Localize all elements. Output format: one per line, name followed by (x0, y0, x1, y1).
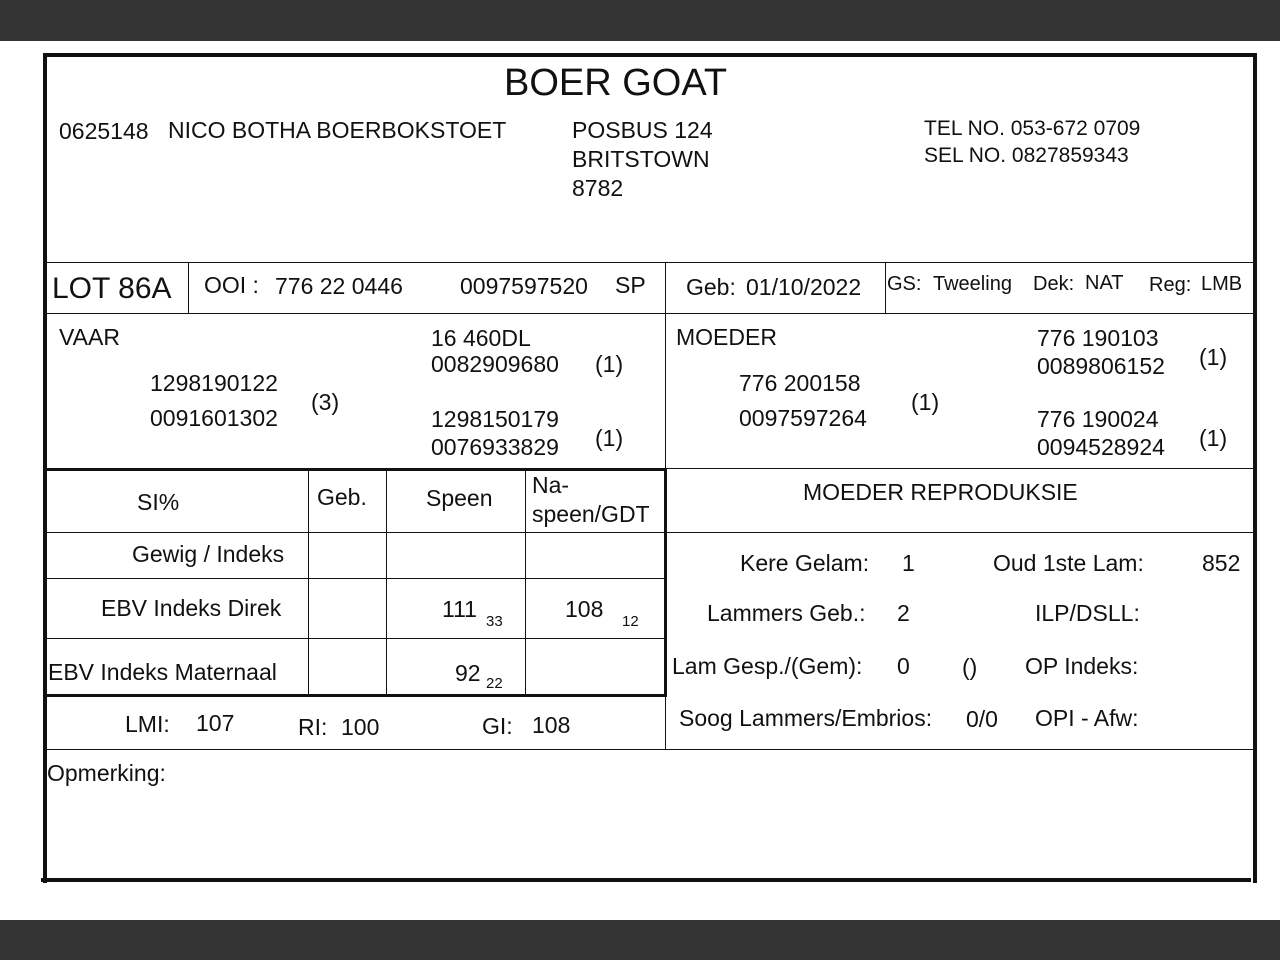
ilp-label: ILP/DSLL: (1035, 600, 1140, 626)
direk-speen-sub: 33 (486, 613, 503, 630)
lammers-label: Lammers Geb.: (707, 600, 866, 626)
breeder-code: 0625148 (59, 118, 149, 144)
line-perf-row1 (45, 578, 665, 579)
row-direk-label: EBV Indeks Direk (101, 595, 282, 621)
vline-perf-col1 (308, 470, 309, 696)
vline-perf-col2 (386, 470, 387, 696)
dek-value: NAT (1085, 272, 1124, 294)
line-header-bottom (45, 262, 1255, 263)
ooi-value: 776 22 0446 (275, 273, 403, 299)
direk-naspeen-sub: 12 (622, 613, 639, 630)
vaar-count: (3) (311, 389, 340, 415)
vaar-sire-id2: 0082909680 (431, 351, 559, 377)
address-line-1: POSBUS 124 (572, 117, 713, 143)
moeder-sire-count: (1) (1199, 344, 1228, 370)
lamgesp-gem: () (962, 654, 978, 680)
row-gewig-label: Gewig / Indeks (132, 541, 285, 567)
line-perf-bottom (45, 694, 665, 697)
vaar-label: VAAR (59, 324, 120, 350)
opi-label: OPI - Afw: (1035, 705, 1139, 731)
vaar-id2: 0091601302 (150, 405, 278, 431)
gs-label: GS: (887, 273, 922, 295)
lamgesp-label: Lam Gesp./(Gem): (672, 653, 863, 679)
moeder-id1: 776 200158 (739, 370, 861, 396)
kere-label: Kere Gelam: (740, 550, 870, 576)
reg-label: Reg: (1149, 274, 1192, 296)
perf-header-speen: Speen (426, 485, 493, 511)
gi-label: GI: (482, 713, 513, 739)
op-label: OP Indeks: (1025, 653, 1139, 679)
address-line-3: 8782 (572, 175, 624, 201)
direk-naspeen-value: 108 (565, 596, 604, 622)
oud-value: 852 (1202, 550, 1241, 576)
vaar-dam-id1: 1298150179 (431, 406, 559, 432)
moeder-dam-count: (1) (1199, 425, 1228, 451)
moeder-sire-id1: 776 190103 (1037, 325, 1159, 351)
geb-label: Geb: (686, 274, 736, 300)
vaar-dam-id2: 0076933829 (431, 434, 559, 460)
moeder-id2: 0097597264 (739, 405, 867, 431)
line-pedigree-left-bottom (45, 468, 665, 471)
tel-number: TEL NO. 053-672 0709 (924, 117, 1141, 140)
perf-header-si: SI% (137, 489, 180, 515)
vaar-sire-count: (1) (595, 351, 624, 377)
maternaal-speen-sub: 22 (486, 675, 503, 692)
vaar-id1: 1298190122 (150, 370, 278, 396)
moeder-sire-id2: 0089806152 (1037, 353, 1165, 379)
moeder-dam-id1: 776 190024 (1037, 406, 1159, 432)
moeder-label: MOEDER (676, 324, 777, 350)
lot-label: LOT 86A (52, 272, 172, 305)
vline-perf-thick (664, 468, 667, 697)
bottom-bar (0, 920, 1280, 960)
moeder-count: (1) (911, 389, 940, 415)
gi-value: 108 (532, 712, 571, 738)
ooi-label: OOI : (204, 272, 259, 298)
lmi-value: 107 (196, 710, 235, 736)
vline-gs (885, 263, 886, 313)
soog-label: Soog Lammers/Embrios: (679, 705, 933, 731)
direk-speen-value: 111 (442, 596, 477, 622)
frame-bottom (41, 878, 1251, 882)
top-bar (0, 0, 1280, 41)
vline-perf-col3 (525, 470, 526, 696)
ri-label: RI: (298, 714, 328, 740)
reg-value: LMB (1201, 273, 1243, 295)
oud-label: Oud 1ste Lam: (993, 550, 1144, 576)
page-title: BOER GOAT (504, 62, 728, 104)
maternaal-speen-value: 92 (455, 660, 481, 686)
lammers-value: 2 (897, 600, 910, 626)
lot-sp: SP (615, 272, 646, 298)
line-lot-bottom (45, 313, 1255, 314)
soog-value: 0/0 (966, 706, 998, 732)
line-pedigree-right-bottom (665, 468, 1255, 469)
perf-header-na: Na- (532, 472, 570, 498)
vaar-sire-id1: 16 460DL (431, 325, 531, 351)
lot-id-number: 0097597520 (460, 273, 588, 299)
dek-label: Dek: (1033, 273, 1075, 295)
perf-header-naspeen: speen/GDT (532, 501, 650, 527)
lamgesp-value: 0 (897, 653, 910, 679)
breeder-name: NICO BOTHA BOERBOKSTOET (168, 117, 507, 143)
address-line-2: BRITSTOWN (572, 146, 710, 172)
row-maternaal-label: EBV Indeks Maternaal (48, 659, 277, 685)
reproduction-header: MOEDER REPRODUKSIE (803, 479, 1078, 505)
remarks-label: Opmerking: (47, 760, 166, 786)
frame-top (43, 53, 1257, 57)
gs-value: Tweeling (933, 273, 1012, 295)
line-perf-row2 (45, 638, 665, 639)
moeder-dam-id2: 0094528924 (1037, 434, 1165, 460)
kere-value: 1 (902, 550, 915, 576)
lmi-label: LMI: (125, 711, 170, 737)
geb-value: 01/10/2022 (746, 274, 862, 300)
perf-header-geb: Geb. (317, 484, 367, 510)
line-perf-header (45, 532, 1255, 533)
line-indices-bottom (45, 749, 1255, 750)
sel-number: SEL NO. 0827859343 (924, 144, 1129, 167)
vaar-dam-count: (1) (595, 425, 624, 451)
ri-value: 100 (341, 714, 380, 740)
vline-lot (188, 263, 189, 313)
